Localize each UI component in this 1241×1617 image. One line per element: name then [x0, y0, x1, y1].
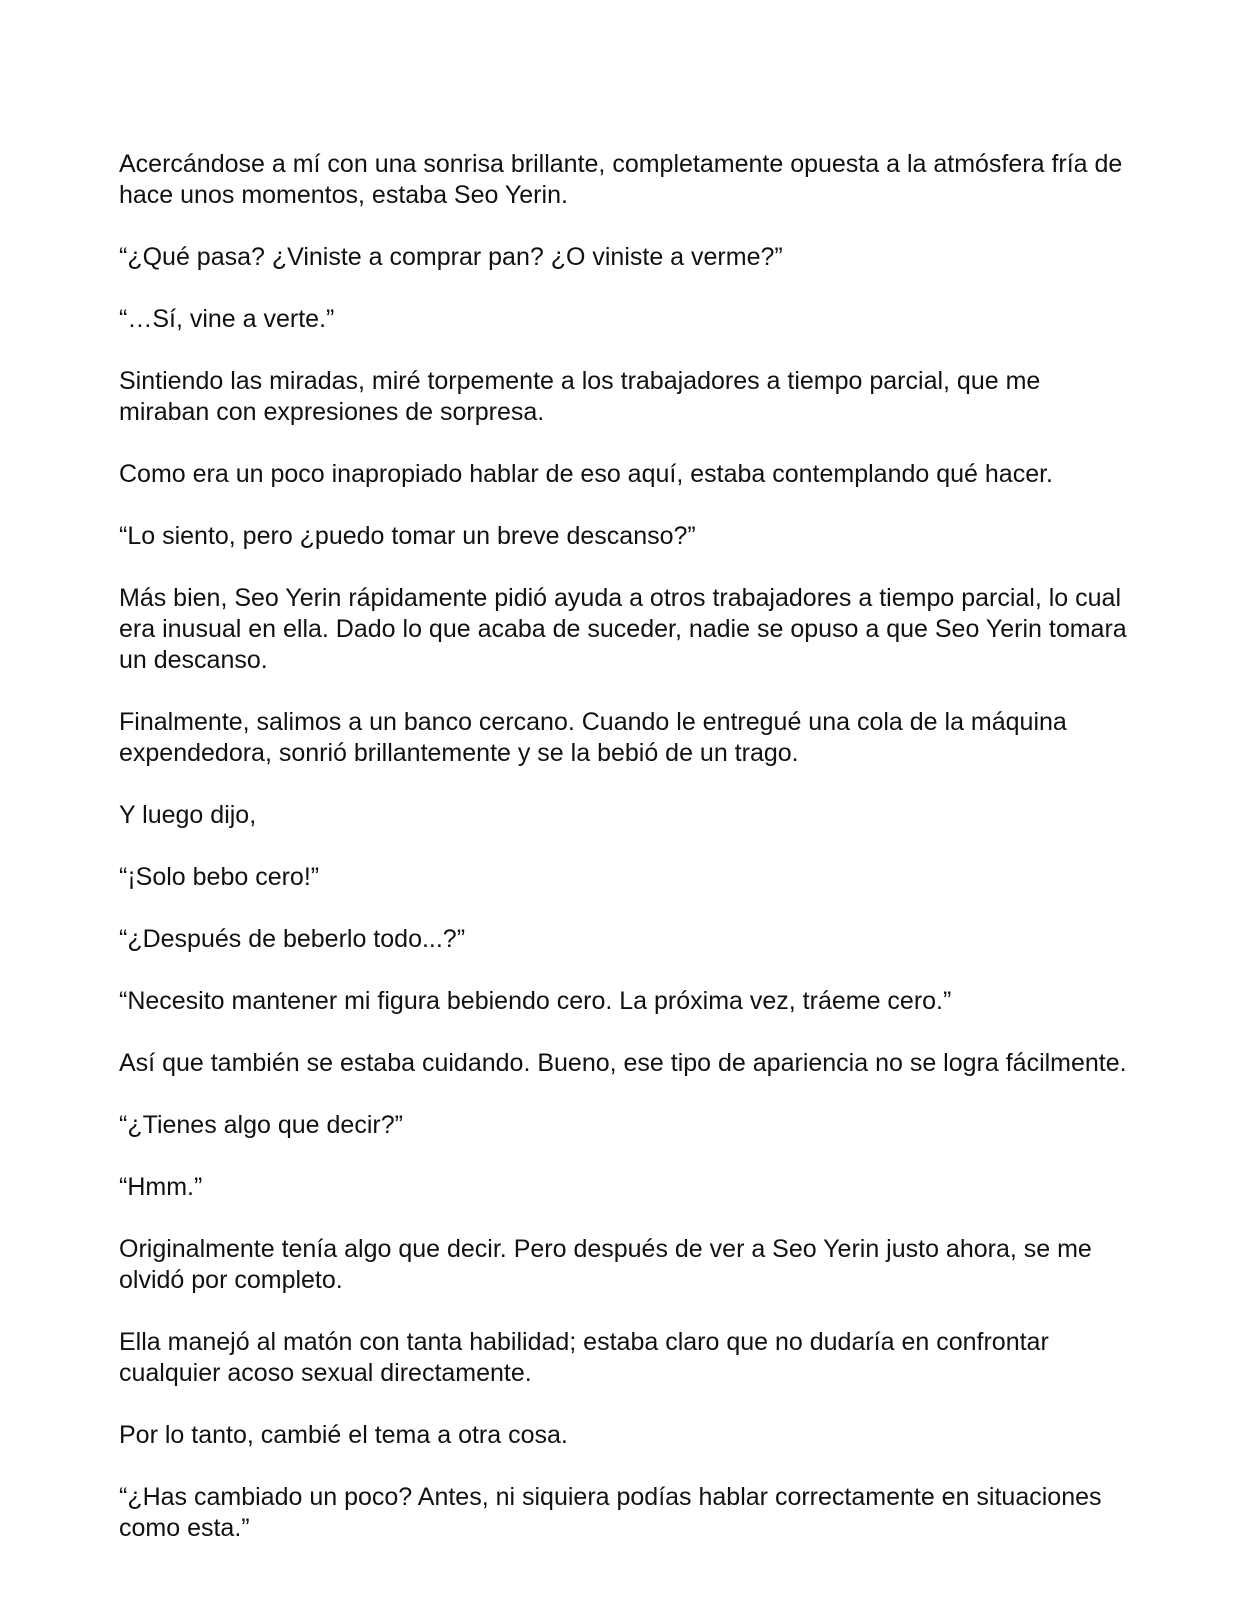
paragraph: Originalmente tenía algo que decir. Pero después de ver a Seo Yerin justo ahora, se me olvidó por completo. [119, 1235, 1092, 1294]
paragraph: Finalmente, salimos a un banco cercano. Cuando le entregué una cola de la máquina expendedora, sonrió brillantemente y se la bebió de un trago. [119, 708, 1067, 767]
paragraph: “¿Qué pasa? ¿Viniste a comprar pan? ¿O viniste a verme?” [119, 243, 783, 271]
paragraph: “¿Has cambiado un poco? Antes, ni siquiera podías hablar correctamente en situaciones como esta.” [119, 1483, 1102, 1542]
paragraph: Por lo tanto, cambié el tema a otra cosa. [119, 1421, 568, 1449]
paragraph: Y luego dijo, [119, 801, 257, 829]
paragraph: Así que también se estaba cuidando. Bueno, ese tipo de apariencia no se logra fácilmente. [119, 1049, 1127, 1077]
paragraph: “¿Después de beberlo todo...?” [119, 925, 466, 953]
paragraph: Acercándose a mí con una sonrisa brillante, completamente opuesta a la atmósfera fría de hace unos momentos, estaba Seo Yerin. [119, 150, 1123, 209]
paragraph: “¡Solo bebo cero!” [119, 863, 320, 891]
paragraph: “Hmm.” [119, 1173, 203, 1201]
paragraph: “Necesito mantener mi figura bebiendo cero. La próxima vez, tráeme cero.” [119, 987, 952, 1015]
paragraph: “Lo siento, pero ¿puedo tomar un breve descanso?” [119, 522, 696, 550]
paragraph: Más bien, Seo Yerin rápidamente pidió ayuda a otros trabajadores a tiempo parcial, lo cual era inusual en ella. Dado lo que acaba de suceder, nadie se opuso a que Seo Yerin tomara un descanso. [119, 584, 1127, 674]
paragraph: “…Sí, vine a verte.” [119, 305, 335, 333]
paragraph: Ella manejó al matón con tanta habilidad; estaba claro que no dudaría en confrontar cualquier acoso sexual directamente. [119, 1328, 1049, 1387]
paragraph: “¿Tienes algo que decir?” [119, 1111, 403, 1139]
paragraph: Sintiendo las miradas, miré torpemente a los trabajadores a tiempo parcial, que me miraban con expresiones de sorpresa. [119, 367, 1041, 426]
paragraph: Como era un poco inapropiado hablar de eso aquí, estaba contemplando qué hacer. [119, 460, 1053, 488]
document-body [119, 149, 1129, 1575]
